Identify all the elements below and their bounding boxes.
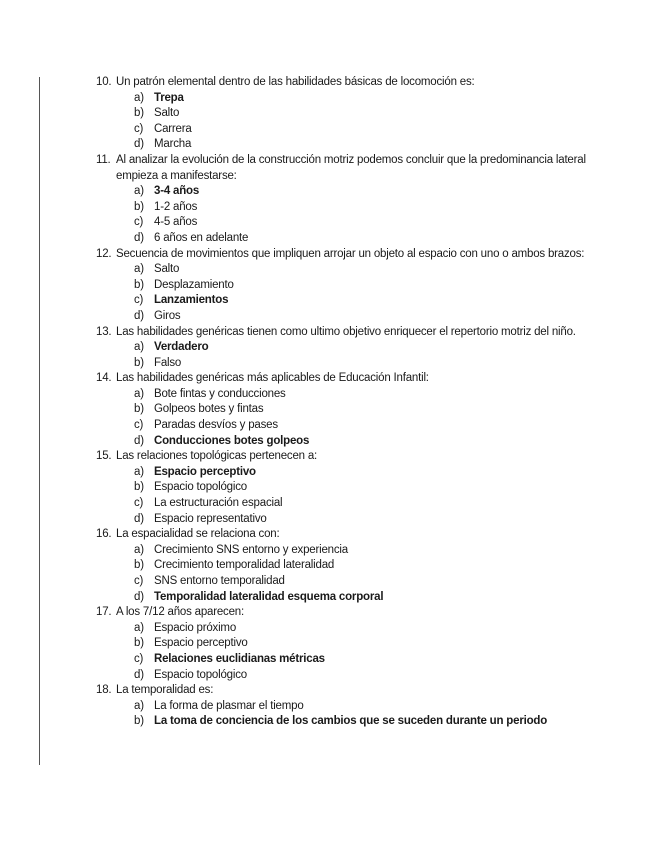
option-text: Espacio representativo xyxy=(154,512,267,525)
option-letter: d) xyxy=(134,512,144,525)
option-letter: a) xyxy=(134,387,144,400)
question-row xyxy=(96,527,596,543)
option-text: La toma de conciencia de los cambios que se suceden durante un periodo xyxy=(154,715,548,728)
question-14 xyxy=(96,371,596,449)
question-text: A los 7/12 años aparecen: xyxy=(116,606,244,619)
question-text: Un patrón elemental dentro de las habilidades básicas de locomoción es: xyxy=(116,76,475,88)
option-item xyxy=(96,574,596,590)
question-10 xyxy=(96,75,596,153)
option-item-correct xyxy=(96,590,596,606)
question-number: 14. xyxy=(96,372,112,385)
option-item xyxy=(96,558,596,574)
option-list xyxy=(96,621,596,683)
option-item xyxy=(96,106,596,122)
option-item xyxy=(96,402,596,418)
option-item-correct xyxy=(96,91,596,107)
option-text: Relaciones euclidianas métricas xyxy=(154,652,325,665)
option-text: Paradas desvíos y pases xyxy=(154,419,278,432)
option-letter: a) xyxy=(134,185,144,198)
question-text: La temporalidad es: xyxy=(116,684,214,697)
option-text: Espacio perceptivo xyxy=(154,465,256,478)
question-row xyxy=(96,449,596,465)
option-text: Salto xyxy=(154,263,180,276)
option-text: Espacio próximo xyxy=(154,621,237,634)
option-text: Verdadero xyxy=(154,341,209,354)
question-11 xyxy=(96,153,596,247)
option-item xyxy=(96,309,596,325)
option-item xyxy=(96,496,596,512)
option-text: La forma de plasmar el tiempo xyxy=(154,699,304,712)
question-number: 12. xyxy=(96,247,112,260)
option-letter: c) xyxy=(134,294,144,307)
option-item xyxy=(96,387,596,403)
option-letter: c) xyxy=(134,419,144,432)
option-text: Crecimiento temporalidad lateralidad xyxy=(154,559,335,572)
question-row xyxy=(96,683,596,699)
question-number: 18. xyxy=(96,684,112,697)
question-text: Al analizar la evolución de la construcción motriz podemos concluir que la predominancia lateral empieza a manifestarse: xyxy=(116,153,586,182)
question-text: Secuencia de movimientos que impliquen arrojar un objeto al espacio con uno o ambos brazos: xyxy=(116,247,585,260)
option-text: Espacio topológico xyxy=(154,668,247,681)
option-text: SNS entorno temporalidad xyxy=(154,575,285,587)
option-text: Espacio perceptivo xyxy=(154,637,248,650)
option-text: Trepa xyxy=(154,91,184,104)
option-letter: a) xyxy=(134,341,144,354)
option-letter: b) xyxy=(134,481,144,494)
option-item xyxy=(96,356,596,372)
option-list xyxy=(96,91,596,153)
option-item xyxy=(96,278,596,294)
option-item-correct xyxy=(96,465,596,481)
option-list xyxy=(96,387,596,449)
option-item xyxy=(96,668,596,684)
question-row xyxy=(96,605,596,621)
option-letter: a) xyxy=(134,465,144,478)
margin-rule xyxy=(39,77,40,765)
option-letter: c) xyxy=(134,652,144,665)
option-text: Conducciones botes golpeos xyxy=(154,434,310,447)
option-text: 3-4 años xyxy=(154,185,200,198)
question-number: 16. xyxy=(96,528,112,541)
question-number: 13. xyxy=(96,325,112,338)
option-letter: a) xyxy=(134,91,144,104)
option-letter: b) xyxy=(134,356,144,369)
option-letter: b) xyxy=(134,559,144,572)
option-text: Espacio topológico xyxy=(154,481,247,494)
option-letter: a) xyxy=(134,263,144,276)
option-item-correct xyxy=(96,652,596,668)
question-row xyxy=(96,153,596,184)
option-text: 1-2 años xyxy=(154,200,198,213)
option-letter: c) xyxy=(134,497,144,510)
question-16 xyxy=(96,527,596,605)
option-item xyxy=(96,699,596,715)
option-item xyxy=(96,231,596,247)
option-list xyxy=(96,465,596,527)
question-13 xyxy=(96,325,596,372)
question-number: 11. xyxy=(96,153,111,166)
option-text: Marcha xyxy=(154,138,192,151)
question-12 xyxy=(96,247,596,325)
option-item-correct xyxy=(96,340,596,356)
option-text: Giros xyxy=(154,309,181,322)
option-letter: c) xyxy=(134,122,144,135)
option-item xyxy=(96,137,596,153)
option-text: Lanzamientos xyxy=(154,294,229,307)
option-item xyxy=(96,512,596,528)
question-17 xyxy=(96,605,596,683)
option-item xyxy=(96,621,596,637)
option-list xyxy=(96,699,596,730)
option-text: Golpeos botes y fintas xyxy=(154,403,264,416)
option-item-correct xyxy=(96,434,596,450)
option-item xyxy=(96,543,596,559)
option-letter: d) xyxy=(134,590,144,603)
option-text: Temporalidad lateralidad esquema corporal xyxy=(154,590,384,603)
question-number: 17. xyxy=(96,606,112,619)
option-list xyxy=(96,262,596,324)
option-text: 4-5 años xyxy=(154,216,198,229)
option-list xyxy=(96,340,596,371)
question-text: Las habilidades genéricas tienen como ultimo objetivo enriquecer el repertorio motriz del niño. xyxy=(116,325,576,338)
option-letter: b) xyxy=(134,637,144,650)
option-item-correct xyxy=(96,293,596,309)
question-row xyxy=(96,247,596,263)
question-row xyxy=(96,325,596,341)
option-text: 6 años en adelante xyxy=(154,231,249,244)
option-letter: b) xyxy=(134,200,144,213)
question-text: Las habilidades genéricas más aplicables de Educación Infantil: xyxy=(116,372,429,385)
option-letter: c) xyxy=(134,575,144,587)
option-item xyxy=(96,215,596,231)
option-letter: b) xyxy=(134,403,144,416)
option-text: Desplazamiento xyxy=(154,278,234,291)
question-15 xyxy=(96,449,596,527)
option-letter: b) xyxy=(134,107,144,120)
option-letter: a) xyxy=(134,621,144,634)
quiz-document xyxy=(96,75,596,730)
option-item-correct xyxy=(96,714,596,730)
option-text: Crecimiento SNS entorno y experiencia xyxy=(154,543,348,556)
option-item xyxy=(96,122,596,138)
option-letter: d) xyxy=(134,231,144,244)
question-text: Las relaciones topológicas pertenecen a: xyxy=(116,450,318,463)
option-item xyxy=(96,636,596,652)
option-text: La estructuración espacial xyxy=(154,497,283,510)
option-list xyxy=(96,184,596,246)
option-item xyxy=(96,200,596,216)
option-letter: b) xyxy=(134,278,144,291)
option-item xyxy=(96,262,596,278)
option-item xyxy=(96,480,596,496)
question-number: 10. xyxy=(96,76,112,88)
option-letter: d) xyxy=(134,434,144,447)
option-letter: d) xyxy=(134,668,144,681)
option-letter: a) xyxy=(134,543,144,556)
option-text: Salto xyxy=(154,107,180,120)
option-list xyxy=(96,543,596,605)
option-text: Falso xyxy=(154,356,182,369)
option-letter: b) xyxy=(134,715,144,728)
option-item-correct xyxy=(96,184,596,200)
option-letter: d) xyxy=(134,138,144,151)
option-item xyxy=(96,418,596,434)
question-number: 15. xyxy=(96,450,112,463)
option-text: Carrera xyxy=(154,122,192,135)
question-row xyxy=(96,371,596,387)
option-letter: d) xyxy=(134,309,144,322)
question-text: La espacialidad se relaciona con: xyxy=(116,528,280,541)
question-18 xyxy=(96,683,596,730)
option-letter: c) xyxy=(134,216,144,229)
option-letter: a) xyxy=(134,699,144,712)
question-row xyxy=(96,75,596,91)
option-text: Bote fintas y conducciones xyxy=(154,387,286,400)
